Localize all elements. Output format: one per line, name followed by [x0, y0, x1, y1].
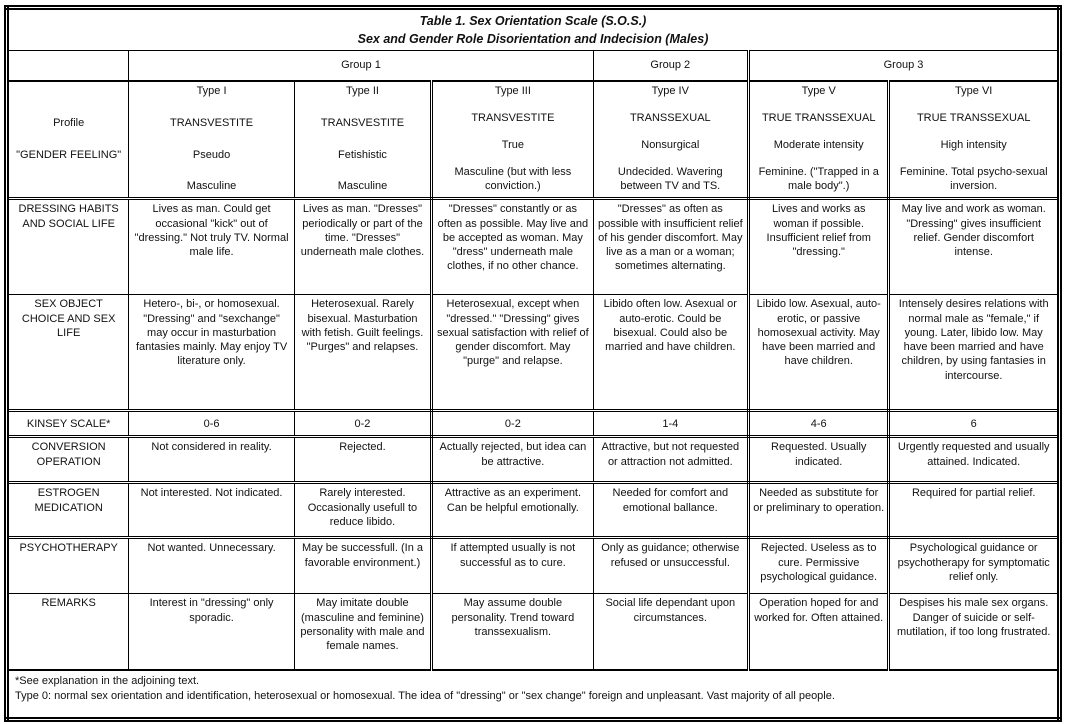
table-title-row [7, 8, 1060, 51]
type-name: Type III [494, 84, 531, 97]
cell-dressing-type-4: "Dresses" as often as possible with insufficient relief of his gender discomfort. May live as a man or a woman; sometimes alternating. [593, 199, 748, 295]
table-title [7, 8, 1060, 51]
cell-kinsey-type-5: 4-6 [749, 411, 889, 437]
cell-kinsey-type-6: 6 [889, 411, 1060, 437]
cell-kinsey-type-3: 0-2 [432, 411, 593, 437]
type-category: TRANSVESTITE [320, 116, 405, 129]
cell-remarks-type-2: May imitate double (masculine and feminine) personality with male and female names. [294, 594, 431, 670]
profile-cell-type-6 [889, 81, 1060, 199]
row-label-psychotherapy: PSYCHOTHERAPY [7, 538, 129, 594]
type-category: TRUE TRANSSEXUAL [761, 111, 876, 124]
row-label-conversion: CONVERSION OPERATION [7, 437, 129, 483]
type-name: Type II [345, 84, 379, 97]
psychotherapy-row [7, 538, 1060, 594]
type-feeling: Feminine. ("Trapped in a male body".) [758, 166, 879, 193]
profile-stack [132, 84, 290, 194]
cell-remarks-type-4: Social life dependant upon circumstances. [593, 594, 748, 670]
type-feeling: Masculine [337, 180, 388, 193]
row-label-remarks: REMARKS [7, 594, 129, 670]
cell-conversion-type-3: Actually rejected, but idea can be attractive. [432, 437, 593, 483]
cell-psycho-type-5: Rejected. Useless as to cure. Permissive psychological guidance. [749, 538, 889, 594]
cell-estrogen-type-5: Needed as substitute for or preliminary to operation. [749, 483, 889, 538]
type-feeling: Masculine (but with less conviction.) [454, 166, 572, 193]
cell-kinsey-type-1: 0-6 [129, 411, 294, 437]
cell-kinsey-type-4: 1-4 [593, 411, 748, 437]
spacer [12, 180, 125, 194]
profile-label: Profile [53, 116, 85, 129]
cell-estrogen-type-2: Rarely interested. Occasionally usefull to reduce libido. [294, 483, 431, 538]
cell-kinsey-type-2: 0-2 [294, 411, 431, 437]
cell-sexobj-type-4: Libido often low. Asexual or auto-erotic. Could be bisexual. Could also be married and have children. [593, 295, 748, 411]
group-header-row [7, 51, 1060, 81]
type-category: TRANSVESTITE [471, 111, 555, 124]
group-3-header: Group 3 [749, 51, 1060, 81]
footnote-cell [7, 670, 1060, 720]
group-2-header: Group 2 [593, 51, 748, 81]
cell-conversion-type-5: Requested. Usually indicated. [749, 437, 889, 483]
group-1-header: Group 1 [129, 51, 593, 81]
remarks-row [7, 594, 1060, 670]
profile-stack [893, 84, 1054, 194]
type-name: Type I [196, 84, 227, 97]
footnote-line-2: Type 0: normal sex orientation and identification, heterosexual or homosexual. The idea of "dressing" or "sex change" foreign and unpleasant. Vast majority of all people. [15, 689, 835, 702]
type-category: TRANSSEXUAL [629, 111, 711, 124]
cell-remarks-type-1: Interest in "dressing" only sporadic. [129, 594, 294, 670]
cell-conversion-type-6: Urgently requested and usually attained. Indicated. [889, 437, 1060, 483]
cell-dressing-type-3: "Dresses" constantly or as often as possible. May live and be accepted as woman. May "dress" underneath male clothes, if no other chance. [432, 199, 593, 295]
type-feeling: Masculine [186, 180, 237, 193]
footnote-line-1: *See explanation in the adjoining text. [15, 674, 200, 687]
profile-row [7, 81, 1060, 199]
type-subtype: Pseudo [192, 148, 231, 161]
type-name: Type V [801, 84, 836, 97]
type-feeling: Feminine. Total psycho-sexual inversion. [899, 166, 1048, 193]
cell-conversion-type-4: Attractive, but not requested or attraction not admitted. [593, 437, 748, 483]
cell-psycho-type-1: Not wanted. Unnecessary. [129, 538, 294, 594]
profile-row-label [7, 81, 129, 199]
cell-remarks-type-3: May assume double personality. Trend toward transsexualism. [432, 594, 593, 670]
type-category: TRANSVESTITE [169, 116, 254, 129]
cell-remarks-type-5: Operation hoped for and worked for. Often attained. [749, 594, 889, 670]
spacer [12, 84, 125, 98]
type-subtype: Fetishistic [338, 148, 387, 161]
profile-cell-type-5 [749, 81, 889, 199]
cell-psycho-type-4: Only as guidance; otherwise refused or unsuccessful. [593, 538, 748, 594]
footnote-row [7, 670, 1060, 720]
cell-sexobj-type-3: Heterosexual, except when "dressed." "Dressing" gives sexual satisfaction with relief of gender discomfort. May "purge" and relapse. [432, 295, 593, 411]
title-line-1: Table 1. Sex Orientation Scale (S.O.S.) [419, 14, 647, 28]
profile-label-stack [12, 84, 125, 194]
cell-dressing-type-6: May live and work as woman. "Dressing" gives insufficient relief. Gender discomfort intense. [889, 199, 1060, 295]
cell-conversion-type-2: Rejected. [294, 437, 431, 483]
row-label-kinsey: KINSEY SCALE* [7, 411, 129, 437]
cell-psycho-type-6: Psychological guidance or psychotherapy for symptomatic relief only. [889, 538, 1060, 594]
cell-sexobj-type-1: Hetero-, bi-, or homosexual. "Dressing" and "sexchange" may occur in masturbation fantasies mainly. May enjoy TV literature only. [129, 295, 294, 411]
profile-cell-type-1 [129, 81, 294, 199]
cell-estrogen-type-1: Not interested. Not indicated. [129, 483, 294, 538]
type-subtype: Nonsurgical [641, 139, 700, 151]
type-category: TRUE TRANSSEXUAL [916, 111, 1031, 124]
type-subtype: High intensity [940, 139, 1007, 151]
cell-psycho-type-2: May be successfull. (In a favorable environment.) [294, 538, 431, 594]
cell-dressing-type-5: Lives and works as woman if possible. Insufficient relief from "dressing." [749, 199, 889, 295]
profile-stack [753, 84, 884, 194]
group-header-spacer [7, 51, 129, 81]
cell-estrogen-type-6: Required for partial relief. [889, 483, 1060, 538]
type-name: Type IV [651, 84, 689, 97]
sos-table [4, 5, 1062, 722]
cell-sexobj-type-6: Intensely desires relations with normal male as "female," if young. Later, libido low. May have been married and have children, by using fantasies in intercourse. [889, 295, 1060, 411]
profile-stack [597, 84, 744, 194]
cell-remarks-type-6: Despises his male sex organs. Danger of suicide or self-mutilation, if too long frustrated. [889, 594, 1060, 670]
type-feeling: Undecided. Wavering between TV and TS. [617, 166, 723, 193]
cell-dressing-type-2: Lives as man. "Dresses" periodically or part of the time. "Dresses" underneath male clothes. [294, 199, 431, 295]
cell-sexobj-type-2: Heterosexual. Rarely bisexual. Masturbation with fetish. Guilt feelings. "Purges" and relapses. [294, 295, 431, 411]
cell-estrogen-type-4: Needed for comfort and emotional ballance. [593, 483, 748, 538]
kinsey-row [7, 411, 1060, 437]
profile-cell-type-4 [593, 81, 748, 199]
cell-dressing-type-1: Lives as man. Could get occasional "kick" out of "dressing." Not truly TV. Normal male life. [129, 199, 294, 295]
estrogen-row [7, 483, 1060, 538]
cell-psycho-type-3: If attempted usually is not successful as to cure. [432, 538, 593, 594]
profile-stack [298, 84, 427, 194]
profile-cell-type-2 [294, 81, 431, 199]
profile-stack [436, 84, 589, 194]
gender-feeling-label: "GENDER FEELING" [16, 148, 122, 161]
sex-object-row [7, 295, 1060, 411]
profile-cell-type-3 [432, 81, 593, 199]
cell-conversion-type-1: Not considered in reality. [129, 437, 294, 483]
cell-sexobj-type-5: Libido low. Asexual, auto-erotic, or passive homosexual activity. May have been married and have children. [749, 295, 889, 411]
dressing-row [7, 199, 1060, 295]
type-subtype: Moderate intensity [773, 139, 864, 151]
cell-estrogen-type-3: Attractive as an experiment. Can be helpful emotionally. [432, 483, 593, 538]
row-label-estrogen: ESTROGEN MEDICATION [7, 483, 129, 538]
title-line-2: Sex and Gender Role Disorientation and Indecision (Males) [357, 32, 709, 47]
type-name: Type VI [955, 84, 993, 97]
row-label-sex-object: SEX OBJECT CHOICE AND SEX LIFE [7, 295, 129, 411]
conversion-row [7, 437, 1060, 483]
row-label-dressing: DRESSING HABITS AND SOCIAL LIFE [7, 199, 129, 295]
type-subtype: True [501, 139, 524, 151]
